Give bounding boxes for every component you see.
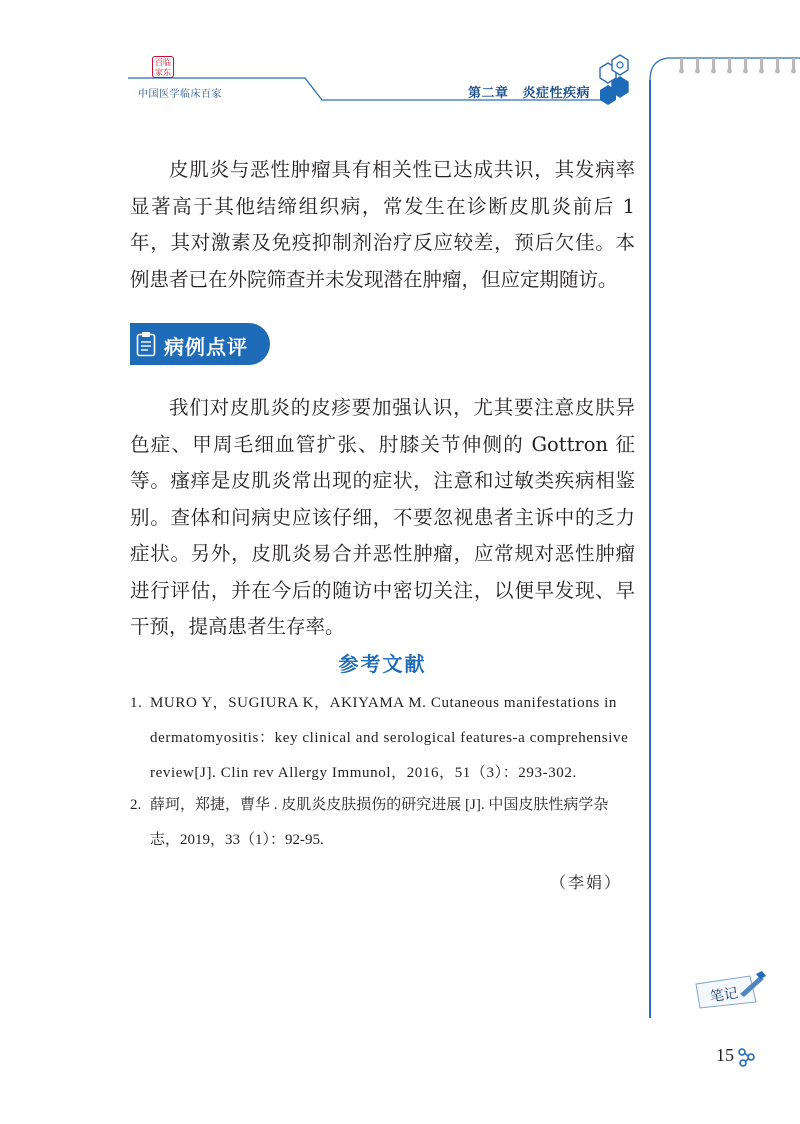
notes-label-icon [690,970,770,1010]
reference-text: 薛珂，郑捷，曹华 . 皮肌炎皮肤损伤的研究进展 [J]. 中国皮肤性病学杂志，2019，33（1）：92-95. [150,797,609,848]
logo-text: 百临家东 [155,58,171,77]
publisher-logo [152,56,174,78]
chapter-title: 炎症性疾病 [522,86,591,101]
margin-divider [649,80,651,1018]
molecule-icon [738,1047,756,1067]
binder-pins [679,58,796,74]
page-number: 15 [716,1045,734,1065]
reference-number: 1. [130,695,143,711]
reference-text: MURO Y，SUGIURA K，AKIYAMA M. Cutaneous manifestations in dermatomyositis：key clinical and serological features-a comprehensive review[J]. Clin rev Allergy Immunol，2016，51（3）：293-302. [150,695,629,781]
header-decoration [0,0,800,130]
author-name: （李娟） [550,873,623,892]
clipboard-icon [136,331,156,357]
hexagon-icon [600,55,628,105]
chapter-heading [468,82,590,101]
reference-number: 2. [130,797,142,813]
paragraph-2: 我们对皮肌炎的皮疹要加强认识，尤其要注意皮肤异色症、甲周毛细血管扩张、肘膝关节伸侧的 Gottron 征等。瘙痒是皮肌炎常出现的症状，注意和过敏类疾病相鉴别。查体和问病史应该仔细，不要忽视患者主诉中的乏力症状。另外，皮肌炎易合并恶性肿瘤，应常规对恶性肿瘤进行评估，并在今后的随访中密切关注，以便早发现、早干预，提高患者生存率。 [130,396,635,638]
paragraph-1: 皮肌炎与恶性肿瘤具有相关性已达成共识，其发病率显著高于其他结缔组织病，常发生在诊断皮肌炎前后 1 年，其对激素及免疫抑制剂治疗反应较差，预后欠佳。本例患者已在外院筛查并未发现潜在肿瘤，但应定期随访。 [130,158,635,291]
references-title: 参考文献 [338,652,427,676]
chapter-number: 第二章 [468,86,509,101]
reference-item [130,686,635,791]
reference-item [130,788,635,858]
section-title: 病例点评 [164,335,248,359]
notes-label: 笔记 [709,985,740,1006]
series-name: 中国医学临床百家 [138,89,222,100]
